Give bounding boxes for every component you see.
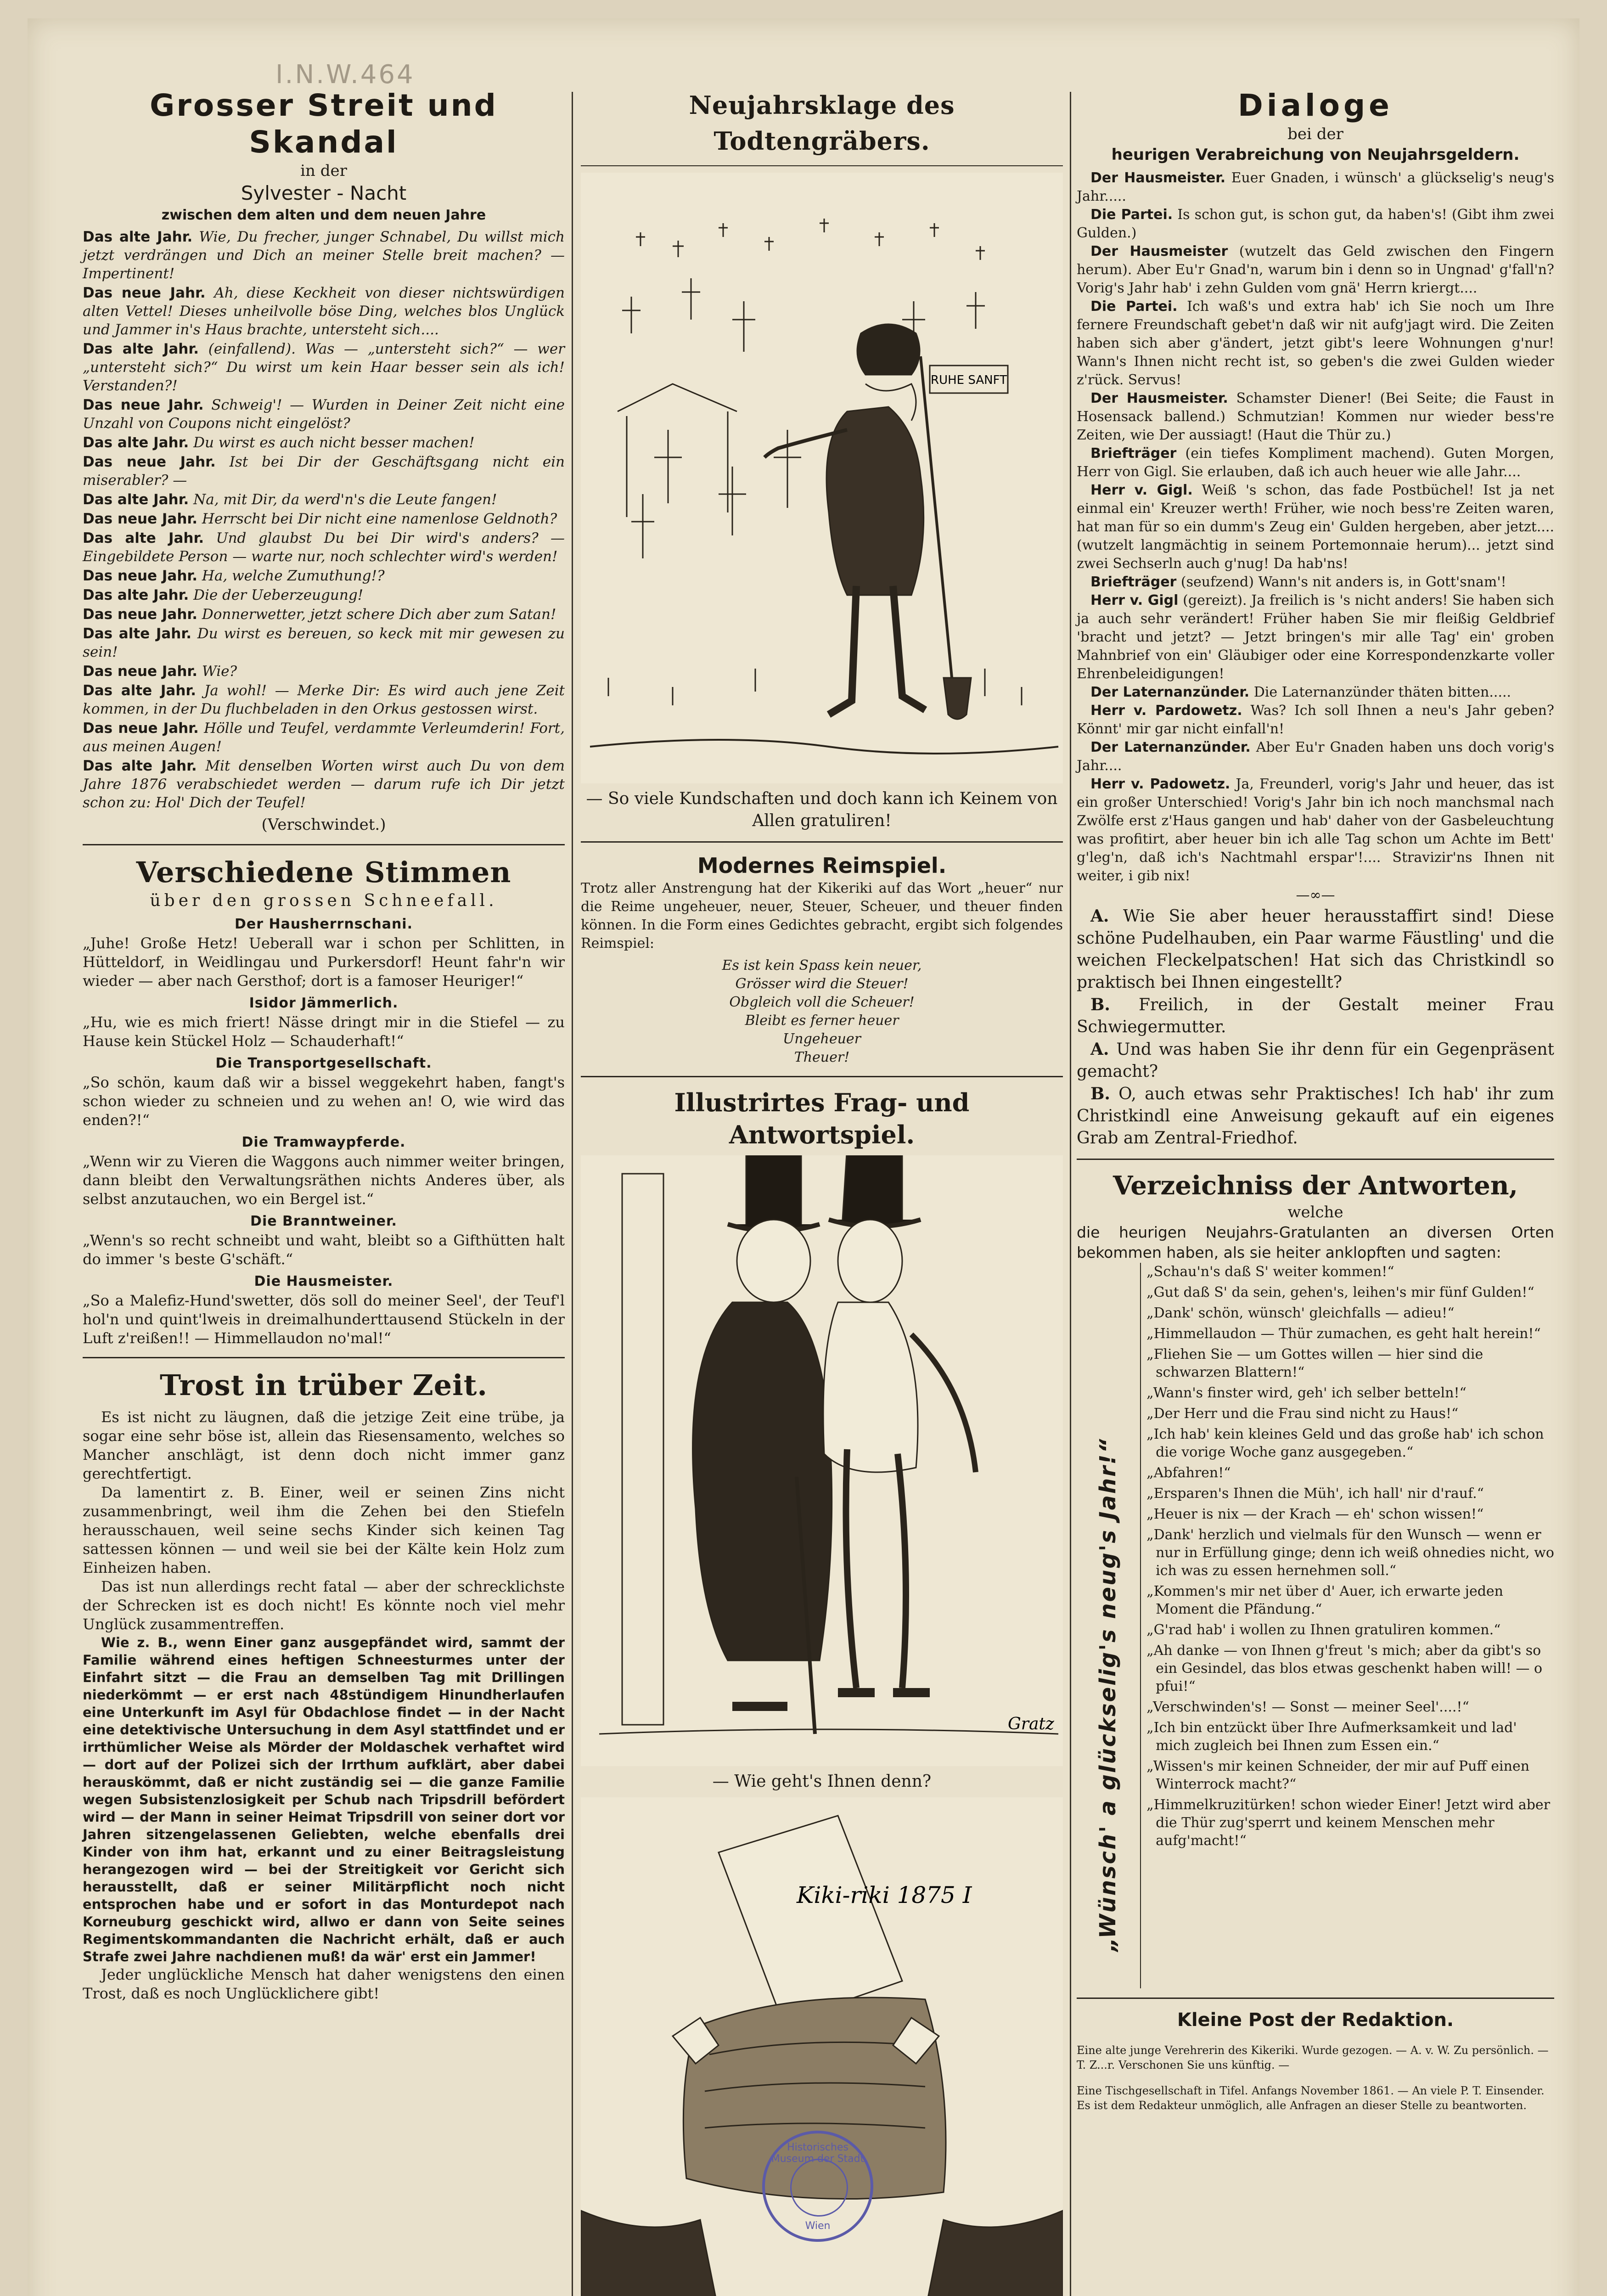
divider	[83, 1357, 565, 1358]
ornament: —∞—	[1296, 887, 1335, 903]
speaker-label: Das alte Jahr.	[83, 229, 193, 245]
answer-item: „Wann's finster wird, geh' ich selber betteln!“	[1146, 1385, 1467, 1401]
dialogue-text: Die Laternanzünder thäten bitten.....	[1253, 684, 1511, 700]
dialogue-line	[83, 453, 565, 490]
speaker-label: Der Laternanzünder.	[1090, 739, 1251, 755]
dialogue-line	[83, 228, 565, 283]
dialogue-line	[83, 340, 565, 395]
dialogue-line	[1077, 298, 1554, 389]
speaker-label: A.	[1090, 906, 1109, 926]
ab-text: Freilich, in der Gestalt meiner Frau Schwiegermutter.	[1077, 996, 1554, 1036]
divider	[83, 844, 565, 845]
dialogue-line	[1077, 702, 1554, 738]
poem-line: Bleibt es ferner heuer	[745, 1013, 899, 1029]
dialogue-text: Wie?	[202, 663, 237, 680]
subtitle-schneefall: über den grossen Schneefall.	[150, 891, 498, 910]
dialogue-line	[1077, 169, 1554, 206]
speaker-label: Herr v. Padowetz.	[1090, 776, 1231, 792]
speaker-label: Briefträger	[1090, 574, 1177, 590]
ab-text: Wie Sie aber heuer herausstaffirt sind! Diese schöne Pudelhauben, ein Paar warme Fäustling' und die weichen Fleckelpatschen! Hat sich das Christkindl so praktisch bei Ihnen eingestellt?	[1077, 907, 1554, 992]
voice-speaker: Die Hausmeister.	[254, 1273, 393, 1289]
voice-text: „Wenn's so recht schneibt und waht, bleibt so a Gifthütten halt do immer 's beste G'schäft.“	[83, 1232, 565, 1268]
speaker-label: A.	[1090, 1040, 1109, 1059]
speaker-label: Das alte Jahr.	[83, 530, 204, 546]
subtitle-welche: welche	[1287, 1203, 1343, 1221]
speaker-label: Die Partei.	[1090, 298, 1178, 315]
dialogue-line	[1077, 591, 1554, 683]
poem-line: Grösser wird die Steuer!	[735, 976, 909, 992]
answer-item: „Der Herr und die Frau sind nicht zu Haus!“	[1146, 1406, 1459, 1422]
divider	[581, 165, 1063, 166]
answer-item: „Ah danke — von Ihnen g'freut 's mich; aber da gibt's so ein Gesindel, das blos etwas geschenkt haben will! — o pfui!“	[1146, 1643, 1543, 1694]
article-title-verzeichniss: Verzeichniss der Antworten,	[1113, 1171, 1518, 1201]
speaker-label: Herr v. Gigl.	[1090, 482, 1193, 498]
dialogue-text: Du wirst es bereuen, so keck mit mir gewesen zu sein!	[83, 625, 565, 660]
voice-speaker: Die Transportgesellschaft.	[215, 1055, 432, 1071]
speaker-label: Das neue Jahr.	[83, 663, 198, 680]
dialogue-text: (wutzelt das Geld zwischen den Fingern herum). Aber Eu'r Gnad'n, warum bin i denn so in Ungnad' g'fall'n? Vorig's Jahr hab' i zehn Gulden vom gnä' Herrn kriergt....	[1077, 243, 1554, 296]
speaker-label: Der Hausmeister.	[1090, 390, 1228, 406]
dialogue-line	[83, 510, 565, 528]
dialogue-text: Und glaubst Du bei Dir wird's anders? — Eingebildete Person — warte nur, noch schlechter wird's werden!	[83, 530, 565, 565]
dialogue-line	[83, 490, 565, 509]
dialogue-line	[83, 433, 565, 452]
speaker-label: Das alte Jahr.	[83, 491, 189, 508]
answer-item: „Verschwinden's! — Sonst — meiner Seel'....!“	[1146, 1699, 1469, 1715]
article-title-dialoge: Dialoge	[1238, 88, 1393, 123]
poem-line: Theuer!	[794, 1049, 850, 1065]
dialogue-line	[83, 757, 565, 812]
post-body	[1077, 2043, 1554, 2113]
dialogue-line	[83, 586, 565, 604]
voice-text: „Hu, wie es mich friert! Nässe dringt mir in die Stiefel — zu Hause kein Stückel Holz — Schauderhaft!“	[83, 1013, 565, 1050]
trost-paragraph: Es ist nicht zu läugnen, daß die jetzige Zeit eine trübe, ja sogar eine sehr böse ist, allein das Riesensamento, welches so Mancher anschlägt, ist denn doch nicht immer ganz gerechtfertigt.	[83, 1408, 565, 1482]
speaker-label: Der Hausmeister.	[1090, 170, 1226, 186]
speaker-label: Das alte Jahr.	[83, 682, 197, 699]
speaker-label: Das alte Jahr.	[83, 587, 189, 603]
dialogue-text: Ja, Freunderl, vorig's Jahr und heuer, das ist ein großer Unterschied! Vorig's Jahr bin ich noch manchsmal nach Zwölfe erst z'Haus gangen und hab' daher von der Gasbeleuchtung was profitirt, aber heuer bin ich alle Tag schon um Achte im Bett' g'leg'n, daß ich's Nachtmahl erspar'!.... Stravizir'ns Ihnen nit weiter, i gib nix!	[1077, 776, 1554, 884]
answer-item: „Himmellaudon — Thür zumachen, es geht halt herein!“	[1146, 1326, 1541, 1342]
vertical-greeting-text: „Wünsch' a glückselig's neug's Jahr!“	[1095, 1437, 1121, 1952]
dialogue-line	[83, 567, 565, 585]
subtitle-zwischen: zwischen dem alten und dem neuen Jahre	[161, 207, 486, 223]
voice-text: „Juhe! Große Hetz! Ueberall war i schon per Schlitten, in Hütteldorf, in Weidlingau und Purkersdorf! Heunt fahr'n wir wieder — aber nach Gersthof; dort is a famoser Heuriger!“	[83, 934, 565, 990]
article-title-streit: Grosser Streit und Skandal	[150, 88, 498, 160]
column-left	[83, 87, 565, 2003]
dialogue-text: Ah, diese Keckheit von dieser nichtswürdigen alten Vettel! Dieses unheilvolle böse Ding, welches blos Unglück und Jammer in's Haus brachte, untersteht sich....	[83, 285, 565, 338]
post-title: Kleine Post der Redaktion.	[1177, 2009, 1454, 2031]
column-rule-1	[572, 92, 573, 2296]
speaker-label: Herr v. Pardowetz.	[1090, 703, 1242, 719]
ab-line	[1077, 1083, 1554, 1149]
poem-line: Ungeheuer	[782, 1031, 861, 1047]
illustration-gravedigger	[581, 173, 1063, 783]
speaker-label: Das alte Jahr.	[83, 758, 197, 774]
answers-block	[1077, 1263, 1554, 1988]
dialogue-a-b	[1077, 905, 1554, 1149]
article-title-reimspiel: Modernes Reimspiel.	[697, 853, 947, 878]
answer-item: „Kommen's mir net über d' Auer, ich erwarte jeden Moment die Pfändung.“	[1146, 1583, 1503, 1617]
column-right	[1077, 87, 1554, 2124]
speaker-label: Briefträger	[1090, 445, 1177, 461]
voice-text: „So schön, kaum daß wir a bissel weggekehrt haben, fangt's schon wieder zu schneien und zu wehen an! O, wie wird das enden?!“	[83, 1074, 565, 1129]
speaker-label: Das alte Jahr.	[83, 625, 192, 642]
dialogue-text: (seufzend) Wann's nit anders is, in Gott'snam'!	[1180, 574, 1506, 590]
dialogue-text: Na, mit Dir, da werd'n's die Leute fangen!	[193, 491, 497, 508]
dialogue-old-new-year	[83, 228, 565, 812]
dialogue-text: Was? Ich soll Ihnen a neu's Jahr geben? Könnt' mir gar nicht einfall'n!	[1077, 703, 1554, 737]
column-rule-2	[1070, 92, 1071, 2296]
speaker-label: B.	[1090, 1084, 1110, 1103]
dialogue-text: Euer Gnaden, i wünsch' a glückselig's neug's Jahr.....	[1077, 170, 1554, 204]
dialogue-line	[83, 625, 565, 661]
poem-line: Obgleich voll die Scheuer!	[729, 994, 915, 1010]
ab-line	[1077, 994, 1554, 1038]
post-line: Eine alte junge Verehrerin des Kikeriki. Wurde gezogen. — A. v. W. Zu persönlich. — T. Z...r. Verschonen Sie uns künftig. —	[1077, 2044, 1549, 2071]
book-handwriting: Kiki-riki 1875 I	[797, 1882, 972, 1908]
speaker-label: Das neue Jahr.	[83, 720, 199, 737]
voice-text: „Wenn wir zu Vieren die Waggons auch nimmer weiter bringen, dann bleibt den Verwaltungsräthen nichts Anderes über, als selbst anzutauchen, wo ein Bergel ist.“	[83, 1153, 565, 1208]
subtitle-neujahrsgelder: heurigen Verabreichung von Neujahrsgeldern.	[1111, 146, 1520, 164]
speaker-label: Der Hausmeister	[1090, 243, 1228, 259]
dialogue-text: Die der Ueberzeugung!	[193, 587, 364, 603]
dialogue-line	[83, 605, 565, 624]
speaker-label: Das neue Jahr.	[83, 511, 198, 527]
speaker-label: Das alte Jahr.	[83, 434, 189, 451]
stamp-text-top: Historisches Museum der Stadt	[771, 2142, 865, 2165]
trost-paragraph: Wie z. B., wenn Einer ganz ausgepfändet wird, sammt der Familie während eines heftigen Schneesturmes unter der Einfahrt sitzt — die Frau an demselben Tag mit Drillingen niederkömmt — er erst nach 48stündigem Hinundherlaufen eine Unterkunft im Asyl für Obdachlose findet — in der Nacht eine detektivische Untersuchung in dem Asyl stattfindet und er irrthümlicher Weise als Mörder der Moldaschek verhaftet wird — dort auf der Polizei sich der Irrthum aufklärt, aber dabei herauskömmt, daß er nicht zuständig sei — die ganze Familie wegen Subsistenzlosigkeit per Schub nach Tripsdrill befördert wird — der Mann in seiner Heimat Tripsdrill von seiner dort vor Jahren sitzengelassenen Geliebten, welche ebenfalls drei Kinder von ihm hat, erkannt und zu einer Beitragsleistung herangezogen wird — bei der Streitigkeit vor Gericht sich herausstellt, daß er seiner Militärpflicht noch nicht entsprochen habe und er sofort in das Monturdepot nach Korneuburg geschickt wird, allwo er dann von Seite seines Regimentskommandanten die Nachricht erhält, daß er auch Strafe zwei Jahre nachdienen muß! da wär' erst ein Jammer!	[83, 1635, 565, 1964]
archive-pencil-note: I.N.W.464	[275, 60, 415, 90]
dialogue-line	[1077, 242, 1554, 298]
dialogue-neujahrsgelder	[1077, 169, 1554, 885]
article-title-todtengraeber: Neujahrsklage des Todtengräbers.	[689, 90, 955, 156]
speaker-label: Das neue Jahr.	[83, 285, 206, 301]
speaker-label: Das neue Jahr.	[83, 606, 198, 623]
illustration-two-gentlemen	[581, 1155, 1063, 1766]
dialogue-line	[1077, 775, 1554, 885]
answer-item: „Dank' schön, wünsch' gleichfalls — adieu!“	[1146, 1305, 1455, 1321]
voices-list	[83, 916, 565, 1348]
trost-paragraph: Da lamentirt z. B. Einer, weil er seinen Zins nicht zusammenbringt, weil ihm die Zehen bei den Stiefeln herausschauen, weil seine sechs Kinder sich keinen Tag sattessen können — und weil sie bei der Kälte kein Holz zum Einheizen haben.	[83, 1484, 565, 1576]
trost-paragraph: Das ist nun allerdings recht fatal — aber der schrecklichste der Schrecken ist es doch nicht! Es könnte noch viel mehr Unglück zusammentreffen.	[83, 1578, 565, 1633]
trost-paragraph: Jeder unglückliche Mensch hat daher wenigstens den einen Trost, daß es noch Unglücklichere gibt!	[83, 1966, 565, 2002]
dialogue-text: Mit denselben Worten wirst auch Du von dem Jahre 1876 verabschiedet werden — darum rufe ich Dir jetzt schon zu: Hol' Dich der Teufel!	[83, 758, 565, 811]
dialogue-line	[1077, 445, 1554, 481]
dialogue-line	[1077, 683, 1554, 702]
answer-item: „G'rad hab' i wollen zu Ihnen gratuliren kommen.“	[1146, 1622, 1501, 1638]
article-title-trost: Trost in trüber Zeit.	[160, 1368, 488, 1402]
dialogue-text: Is schon gut, is schon gut, da haben's! (Gibt ihm zwei Gulden.)	[1077, 207, 1554, 241]
verzeichniss-intro: die heurigen Neujahrs-Gratulanten an diversen Orten bekommen haben, als sie heiter anklopften und sagten:	[1077, 1223, 1554, 1261]
voice-speaker: Die Branntweiner.	[250, 1213, 397, 1229]
subtitle-sylvester: Sylvester - Nacht	[241, 182, 407, 204]
ab-text: Und was haben Sie ihr denn für ein Gegenpräsent gemacht?	[1077, 1040, 1554, 1081]
reimspiel-intro: Trotz aller Anstrengung hat der Kikeriki auf das Wort „heuer“ nur die Reime ungeheuer, neuer, Steuer, Scheuer, und theuer finden können. In die Form eines Gedichtes gebracht, ergibt sich folgendes Reimspiel:	[581, 880, 1063, 951]
dialogue-text: Ha, welche Zumuthung!?	[202, 568, 385, 584]
artist-signature: Gratz	[1008, 1715, 1054, 1733]
answer-item: „Wissen's mir keinen Schneider, der mir auf Puff einen Winterrock macht?“	[1146, 1758, 1530, 1792]
dialogue-text: (gereizt). Ja freilich is 's nicht anders! Sie haben sich ja auch sehr verändert! Früher haben Sie mir fleißig Geldbrief 'bracht und jetzt? — Jetzt bringen's mir alle Tag' ein' groben Mahnbrief von ein' Gläubiger oder eine Korrespondenzkarte voller Ehrenbeleidigungen!	[1077, 592, 1554, 682]
dialogue-line	[1077, 481, 1554, 573]
dialogue-text: Ich waß's und extra hab' ich Sie noch um Ihre fernere Freundschaft gebet'n daß wir nit aufg'jagt wird. Die Zeiten haben sich aber g'ändert, jetzt gibt's leere Wohnungen g'nur! Wann's Ihnen nicht recht ist, so geben's die zwei Gulden wieder z'rück. Servus!	[1077, 298, 1554, 388]
voice-speaker: Isidor Jämmerlich.	[249, 995, 399, 1011]
dialogue-text: Hölle und Teufel, verdammte Verleumderin! Fort, aus meinen Augen!	[83, 720, 565, 755]
answer-item: „Fliehen Sie — um Gottes willen — hier sind die schwarzen Blattern!“	[1146, 1346, 1483, 1380]
answer-item: „Ich hab' kein kleines Geld und das große hab' ich schon die vorige Woche ganz ausgegeben.“	[1146, 1426, 1544, 1460]
dialogue-text: Weiß 's schon, das fade Postbüchel! Ist ja net einmal ein' Kreuzer werth! Früher, wie noch bess're Zeiten waren, hat man für so ein dumm's Zeug ein' Gulden hergeben, aber jetzt.... (wutzelt langmächtig in seinem Portemonnaie herum)... jetzt sind zwei Sechserln auch g'nug! Da hab'ns!	[1077, 482, 1555, 572]
trost-body	[83, 1408, 565, 2003]
ab-line	[1077, 1038, 1554, 1083]
dialogue-text: Du wirst es auch nicht besser machen!	[193, 434, 475, 451]
answer-item: „Heuer is nix — der Krach — eh' schon wissen!“	[1146, 1506, 1484, 1522]
ab-line	[1077, 905, 1554, 994]
answer-item: „Schau'n's daß S' weiter kommen!“	[1146, 1264, 1394, 1280]
answer-item: „Gut daß S' da sein, gehen's, leihen's mir fünf Gulden!“	[1146, 1284, 1534, 1300]
dialogue-line	[1077, 206, 1554, 242]
dialogue-text: Donnerwetter, jetzt schere Dich aber zum Satan!	[202, 606, 556, 623]
dialogue-text: (ein tiefes Kompliment machend). Guten Morgen, Herr von Gigl. Sie erlauben, daß ich auch heuer wie alle Jahr....	[1077, 445, 1554, 480]
speaker-label: Herr v. Gigl	[1090, 592, 1179, 608]
answer-item: „Himmelkruzitürken! schon wieder Einer! Jetzt wird aber die Thür zug'sperrt und keinem Menschen mehr aufg'macht!“	[1146, 1797, 1551, 1849]
answer-item: „Abfahren!“	[1146, 1465, 1231, 1481]
column-middle	[581, 87, 1063, 2296]
post-line: Eine Tischgesellschaft in Tifel. Anfangs November 1861. — An viele P. T. Einsender. Es ist dem Redakteur unmöglich, alle Anfragen an dieser Stelle zu beantworten.	[1077, 2084, 1545, 2112]
dialogue-line	[83, 284, 565, 339]
article-title-stimmen: Verschiedene Stimmen	[136, 855, 511, 889]
dialogue-text: Ja wohl! — Merke Dir: Es wird auch jene Zeit kommen, in der Du fluchbeladen in den Orkus gestossen wirst.	[83, 682, 565, 717]
speaker-label: Das neue Jahr.	[83, 397, 204, 413]
speaker-label: Das neue Jahr.	[83, 454, 216, 470]
answer-item: „Dank' herzlich und vielmals für den Wunsch — wenn er nur in Erfüllung ginge; denn ich weiß ohnedies nicht, wo ich was zu essen hernehmen soll.“	[1146, 1527, 1554, 1579]
caption-gravedigger: — So viele Kundschaften und doch kann ich Keinem von Allen gratuliren!	[586, 789, 1058, 830]
dialogue-line	[1077, 738, 1554, 775]
reimspiel-poem	[581, 957, 1063, 1067]
answer-item: „Ersparen's Ihnen die Müh', ich hall' nir d'rauf.“	[1146, 1486, 1484, 1502]
dialogue-line	[1077, 389, 1554, 445]
divider	[1077, 1159, 1554, 1160]
dialogue-line	[83, 529, 565, 566]
dialogue-line	[83, 396, 565, 433]
eagle-icon	[790, 2159, 848, 2217]
dialogue-text: Schamster Diener! (Bei Seite; die Faust in Hosensack ballend.) Schmutzian! Kommen nur wieder bess're Zeiten, wie Der aussiagt! (Haut die Thür zu.)	[1077, 390, 1554, 443]
speaker-label: Die Partei.	[1090, 207, 1173, 223]
dialogue-line	[1077, 573, 1554, 591]
ab-text: O, auch etwas sehr Praktisches! Ich hab' ihr zum Christkindl eine Anweisung gekauft auf ein eigenes Grab am Zentral-Friedhof.	[1077, 1085, 1554, 1148]
speaker-label: B.	[1090, 995, 1110, 1014]
museum-stamp	[762, 2131, 873, 2242]
divider	[581, 1076, 1063, 1077]
caption-wie-gehts: — Wie geht's Ihnen denn?	[712, 1772, 932, 1791]
speaker-label: Das alte Jahr.	[83, 341, 199, 357]
stamp-text-bottom: Wien	[805, 2220, 831, 2232]
article-title-fragspiel: Illustrirtes Frag- und Antwortspiel.	[674, 1088, 970, 1149]
dialogue-text: Herrscht bei Dir nicht eine namenlose Geldnoth?	[202, 511, 557, 527]
speaker-label: Der Laternanzünder.	[1090, 684, 1250, 700]
dialogue-text: Wie, Du frecher, junger Schnabel, Du willst mich jetzt verdrängen und Dich an meiner Stelle breit machen? — Impertinent!	[83, 229, 565, 282]
vertical-greeting	[1077, 1263, 1140, 1988]
exit-note: (Verschwindet.)	[261, 816, 386, 834]
dialogue-line	[83, 681, 565, 718]
voice-speaker: Der Hausherrnschani.	[235, 916, 413, 932]
dialogue-text: (einfallend). Was — „untersteht sich?“ — wer „untersteht sich?“ Du wirst um kein Haar besser sein als ich! Verstanden?!	[83, 341, 565, 394]
answers-list	[1140, 1263, 1554, 1988]
divider	[1077, 1998, 1554, 1999]
dialogue-line	[83, 719, 565, 756]
speaker-label: Das neue Jahr.	[83, 568, 198, 584]
dialogue-line	[83, 662, 565, 681]
dialogue-text: Ist bei Dir der Geschäftsgang nicht ein miserabler? —	[83, 454, 565, 489]
divider	[581, 841, 1063, 843]
dialogue-text: Aber Eu'r Gnaden haben uns doch vorig's Jahr....	[1077, 739, 1554, 774]
answer-item: „Ich bin entzückt über Ihre Aufmerksamkeit und lad' mich zugleich bei Ihnen zum Essen ein.“	[1146, 1720, 1517, 1754]
dialogue-text: Schweig'! — Wurden in Deiner Zeit nicht eine Unzahl von Coupons nicht eingelöst?	[83, 397, 565, 432]
voice-text: „So a Malefiz-Hund'swetter, dös soll do meiner Seel', der Teuf'l hol'n und quint'lweis in dreimalhunderttausend Stückeln in der Luft z'reißen!! — Himmellaudon no'mal!“	[83, 1292, 565, 1347]
subtitle-in-der: in der	[300, 162, 347, 180]
poem-line: Es ist kein Spass kein neuer,	[722, 957, 922, 974]
subtitle-bei-der: bei der	[1287, 125, 1343, 143]
voice-speaker: Die Tramwaypferde.	[242, 1134, 406, 1150]
grave-sign-text: RUHE SANFT	[931, 373, 1007, 387]
